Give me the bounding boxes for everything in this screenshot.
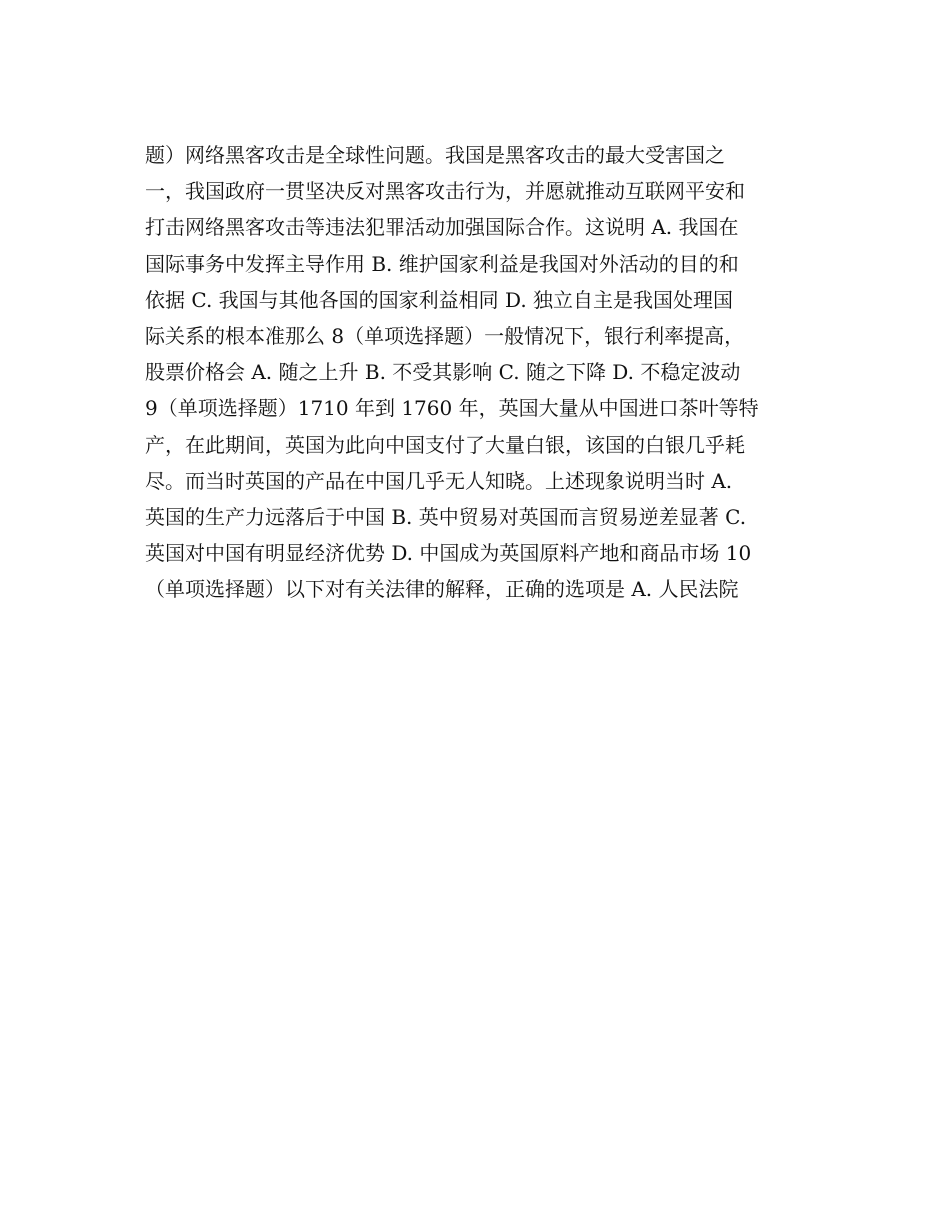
text-line-5: 依据 C. 我国与其他各国的国家利益相同 D. 独立自主是我国处理国: [145, 287, 734, 312]
text-line-10: 尽。而当时英国的产品在中国几乎无人知晓。上述现象说明当时 A.: [145, 468, 733, 493]
text-line-1: 题）网络黑客攻击是全球性问题。我国是黑客攻击的最大受害国之: [145, 143, 725, 167]
text-line-6: 际关系的根本准那么 8（单项选择题）一般情况下，银行利率提高，: [145, 323, 745, 348]
text-line-7: 股票价格会 A. 随之上升 B. 不受其影响 C. 随之下降 D. 不稳定波动: [145, 360, 741, 385]
text-line-13: （单项选择题）以下对有关法律的解释，正确的选项是 A. 人民法院: [145, 577, 739, 602]
text-line-12: 英国对中国有明显经济优势 D. 中国成为英国原料产地和商品市场 10: [145, 541, 752, 566]
text-line-8: 9（单项选择题）1710 年到 1760 年，英国大量从中国进口茶叶等特: [145, 396, 759, 421]
text-line-9: 产，在此期间，英国为此向中国支付了大量白银，该国的白银几乎耗: [145, 432, 745, 457]
text-line-11: 英国的生产力远落后于中国 B. 英中贸易对英国而言贸易逆差显著 C.: [145, 504, 747, 529]
document-text: [145, 137, 805, 607]
text-line-4: 国际事务中发挥主导作用 B. 维护国家利益是我国对外活动的目的和: [145, 251, 739, 276]
text-line-3: 打击网络黑客攻击等违法犯罪活动加强国际合作。这说明 A. 我国在: [145, 215, 739, 240]
text-line-2: 一，我国政府一贯坚决反对黑客攻击行为，并愿就推动互联网平安和: [145, 179, 745, 204]
